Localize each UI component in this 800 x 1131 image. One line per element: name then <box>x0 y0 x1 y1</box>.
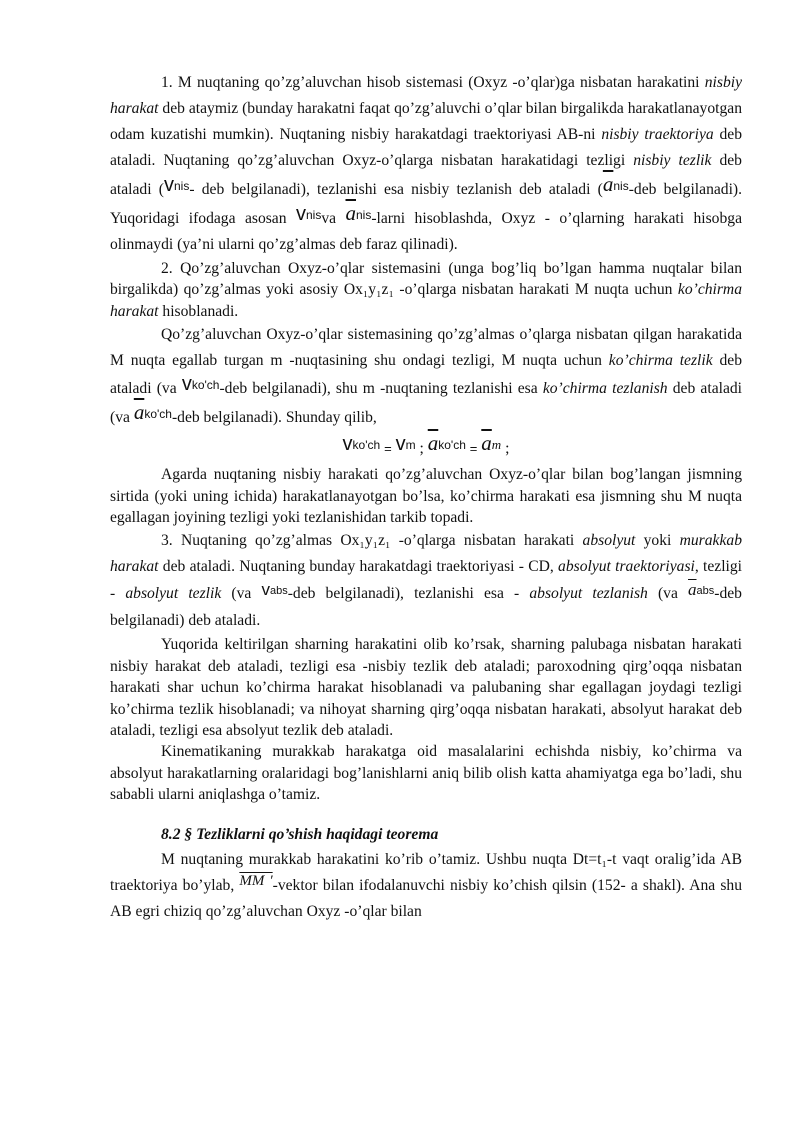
text-run: deb ataladi ( <box>110 152 742 198</box>
term-absolute: absolyut <box>582 532 636 550</box>
subscript-nis: nis <box>613 179 629 193</box>
subscript-nis: nis <box>356 208 372 222</box>
paragraph-relative-motion <box>110 70 742 258</box>
subscript-abs: abs <box>269 585 288 598</box>
term-absolute-trajectory: absolyut traektoriyasi <box>558 558 695 576</box>
term-compound-motion: murakkab harakat <box>110 532 742 576</box>
equals-sign: = <box>469 441 478 457</box>
text-run: 2. Qo’zg’aluvchan Oxyz-o’qlar sistemasini (unga bog’liq bo’lgan hamma nuqtalar bilan birgalikda) qo’zg’almas yoki asosiy Ox₁y₁z₁ -o’qlarga nisbatan harakati M nuqta uchun <box>110 260 742 299</box>
paragraph-ship-example: Yuqorida keltirilgan sharning harakatini olib ko’rsak, sharning palubaga nisbatan harakati nisbiy harakat deb ataladi, tezligi esa -nisbiy tezlik deb ataladi; paroxodning qirg’oqqa nisbatan harakati shar uchun ko’chirma harakat hisoblanadi va palubaning shar egallagan joydagi tezligi ko’chirma tezlik hisoblanadi; va nihoyat sharning qirg’oqqa nisbatan harakati, absolyut harakat deb ataladi, tezligi esa absolyut tezlik deb ataladi. <box>110 636 742 740</box>
text-run: yoki <box>635 532 680 550</box>
symbol-velocity: v <box>261 580 270 600</box>
paragraph-absolute-motion <box>110 528 742 634</box>
symbol-velocity: v <box>295 203 306 225</box>
subscript-koch: ko'ch <box>438 438 466 453</box>
text-run: (va <box>221 585 262 603</box>
paragraph-transport-motion <box>110 258 742 322</box>
text-run: M nuqtaning murakkab harakatini ko’rib o’tamiz. Ushbu nuqta Dt=t₁-t vaqt oralig’ida AB traektoriya bo’ylab, <box>110 851 742 895</box>
text-run: 1. M nuqtaning qo’zg’aluvchan hisob sistemasi (Oxyz -o’qlar)ga nisbatan harakatini <box>161 74 705 91</box>
term-absolute-acceleration: absolyut tezlanish <box>529 585 648 603</box>
subscript-m: m <box>491 437 502 453</box>
text-run: hisoblanadi. <box>158 302 239 320</box>
symbol-velocity: v <box>342 433 353 456</box>
text-run: -deb belgilanadi). Yuqoridagi ifodaga asosan <box>110 181 743 227</box>
symbol-acceleration: $\overline{a}$ <box>481 431 492 456</box>
subscript-nis: nis <box>305 208 322 222</box>
text-run: - deb belgilanadi), tezlanishi esa nisbiy tezlanish deb ataladi ( <box>189 181 603 198</box>
symbol-velocity: v <box>181 373 192 396</box>
separator: ; <box>419 440 424 458</box>
text-run: -deb belgilanadi), shu m -nuqtaning tezlanishi esa <box>219 380 543 398</box>
paragraph-theorem-intro <box>110 847 742 925</box>
paragraph-body-surface: Agarda nuqtaning nisbiy harakati qo’zg’aluvchan Oxyz-o’qlar bilan bog’langan jismning sirtida (yoki uning ichida) harakatlanayotgan bo’lsa, ko’chirma harakati esa jismning shu M nuqta egallagan joyining tezligi yoki tezlanishidan tarkib topadi. <box>110 466 742 527</box>
term-relative-trajectory: nisbiy traektoriya <box>601 126 714 143</box>
equals-sign: = <box>384 441 392 457</box>
document-page <box>110 70 742 925</box>
text-run: va <box>321 210 346 227</box>
symbol-acceleration: $\overline{a}$ <box>133 400 145 425</box>
text-run: , tezligi - <box>110 558 742 603</box>
equation-transport <box>110 433 742 462</box>
text-run: Qo’zg’aluvchan Oxyz-o’qlar sistemasining qo’zg’almas o’qlarga nisbatan qilgan harakatida M nuqta egallab turgan m -nuqtasining shu ondagi tezligi, M nuqta uchun <box>110 326 742 370</box>
text-run: deb ataladi. Nuqtaning bunday harakatdagi traektoriyasi - CD, <box>158 558 559 576</box>
subscript-koch: ko'ch <box>352 438 381 453</box>
subscript-nis: nis <box>173 179 190 193</box>
symbol-acceleration: $\overline{a}$ <box>427 431 439 456</box>
term-transport-acceleration: ko’chirma tezlanish <box>542 380 668 398</box>
text-run: -deb belgilanadi). Shunday qilib, <box>171 409 377 427</box>
symbol-acceleration: $\overline{a}$ <box>688 580 697 600</box>
subscript-koch: ko'ch <box>144 407 172 422</box>
paragraph-kinematics-note: Kinematikaning murakkab harakatga oid masalalarini echishda nisbiy, ko’chirma va absolyut harakatlarning oralaridagi bog’lanishlarni aniq bilib olish katta ahamiyatga ega bo’ladi, shu sababli ularni aniqlashga o’tamiz. <box>110 743 742 804</box>
separator: ; <box>505 440 510 458</box>
paragraph-transport-velocity <box>110 322 742 431</box>
symbol-velocity: v <box>395 433 406 456</box>
subscript-abs: abs <box>696 585 715 598</box>
subscript-koch: ko'ch <box>191 378 220 393</box>
term-absolute-velocity: absolyut tezlik <box>125 585 222 603</box>
section-heading: 8.2 § Tezliklarni qo’shish haqidagi teorema <box>161 825 439 843</box>
term-relative-motion: nisbiy harakat <box>110 74 742 117</box>
text-run: -larni hisoblashda, Oxyz - o’qlarning harakati hisobga olinmaydi (ya’ni ularni qo’zg’almas deb faraz qilinadi). <box>110 210 742 253</box>
text-run: deb ataladi (va <box>110 352 742 398</box>
subscript-m: m <box>405 438 416 453</box>
text-run: -deb belgilanadi), tezlanishi esa - <box>287 585 530 603</box>
text-run: deb ataymiz (bunday harakatni faqat qo’zg’aluvchi o’qlar bilan birgalikda harakatlanayotgan odam kuzatishi mumkin). Nuqtaning nisbiy harakatdagi traektoriyasi AB-ni <box>110 100 742 143</box>
symbol-acceleration: $\overline{a}$ <box>345 201 356 225</box>
text-run: (va <box>647 585 689 603</box>
text-run: 3. Nuqtaning qo’zg’almas Ox₁y₁z₁ -o’qlarga nisbatan harakati <box>161 532 583 550</box>
text-run: deb ataladi (va <box>110 380 742 427</box>
text-run: -deb belgilanadi) deb ataladi. <box>110 585 742 630</box>
symbol-acceleration: $\overline{a}$ <box>602 172 614 196</box>
symbol-velocity: v <box>163 174 174 196</box>
term-transport-velocity: ko’chirma tezlik <box>608 352 713 370</box>
vector-mm-prime: MM ′ <box>239 873 273 890</box>
text-run: deb ataladi. Nuqtaning qo’zg’aluvchan Oxyz-o’qlarga nisbatan harakatidagi tezligi <box>110 126 743 169</box>
term-transport-motion: ko’chirma harakat <box>110 281 742 320</box>
text-run: -vektor bilan ifodalanuvchi nisbiy ko’chish qilsin (152- a shakl). Ana shu AB egri chiziq qo’zg’aluvchan Oxyz -o’qlar bilan <box>110 877 742 921</box>
term-relative-velocity: nisbiy tezlik <box>633 152 712 169</box>
